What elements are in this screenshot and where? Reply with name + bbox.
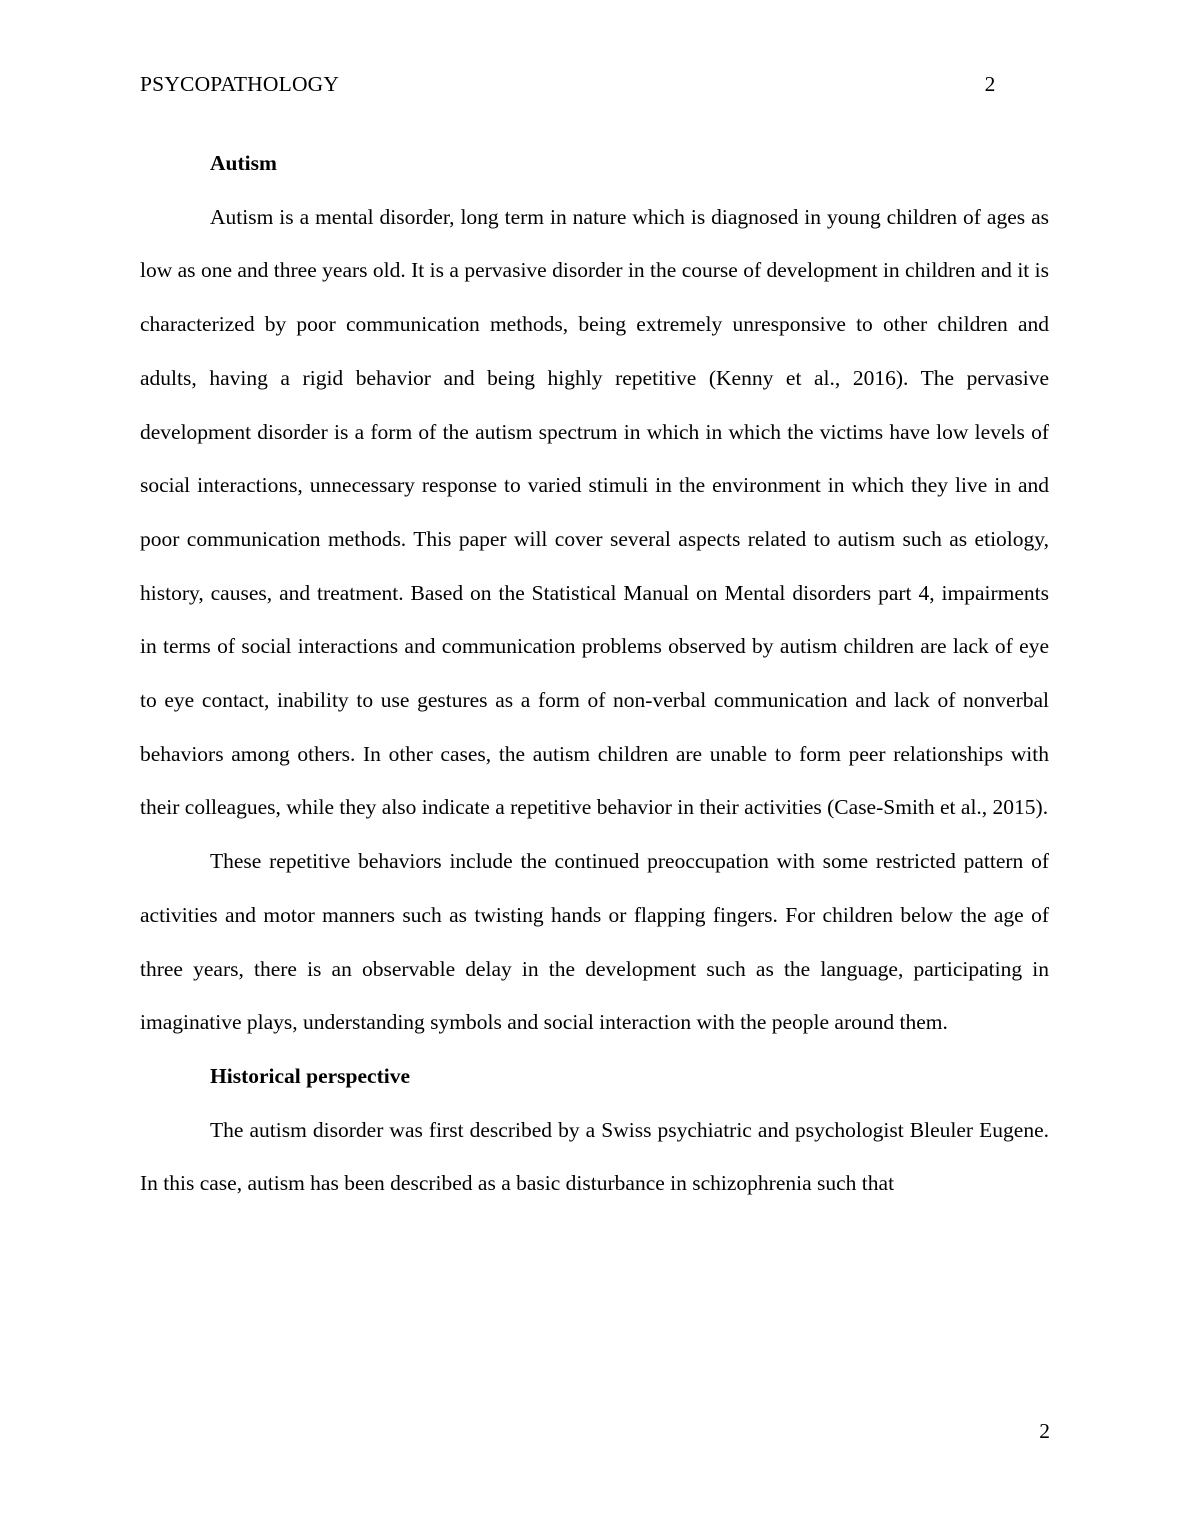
body-text xyxy=(140,137,1049,1211)
paragraph-autism-definition: Autism is a mental disorder, long term in nature which is diagnosed in young children of ages as low as one and three years old. It is a pervasive disorder in the course of development in children and it is characterized by poor communication methods, being extremely unresponsive to other children and adults, having a rigid behavior and being highly repetitive (Kenny et al., 2016). The pervasive development disorder is a form of the autism spectrum in which in which the victims have low levels of social interactions, unnecessary response to varied stimuli in the environment in which they live in and poor communication methods. This paper will cover several aspects related to autism such as etiology, history, causes, and treatment. Based on the Statistical Manual on Mental disorders part 4, impairments in terms of social interactions and communication problems observed by autism children are lack of eye to eye contact, inability to use gestures as a form of non-verbal communication and lack of nonverbal behaviors among others. In other cases, the autism children are unable to form peer relationships with their colleagues, while they also indicate a repetitive behavior in their activities (Case-Smith et al., 2015). xyxy=(140,204,1049,820)
running-head: PSYCOPATHOLOGY xyxy=(140,72,340,96)
footer-page-number: 2 xyxy=(1039,1419,1050,1443)
header-page-number: 2 xyxy=(984,72,996,96)
section-heading-autism: Autism xyxy=(210,151,277,175)
paragraph-repetitive-behaviors: These repetitive behaviors include the continued preoccupation with some restricted pattern of activities and motor manners such as twisting hands or flapping fingers. For children below the age of three years, there is an observable delay in the development such as the language, participating in imaginative plays, understanding symbols and social interaction with the people around them. xyxy=(140,849,1049,1035)
paragraph-historical-perspective: The autism disorder was first described by a Swiss psychiatric and psychologist Bleuler Eugene. In this case, autism has been described as a basic disturbance in schizophrenia such that xyxy=(140,1117,1049,1196)
section-heading-historical-perspective: Historical perspective xyxy=(210,1063,411,1088)
